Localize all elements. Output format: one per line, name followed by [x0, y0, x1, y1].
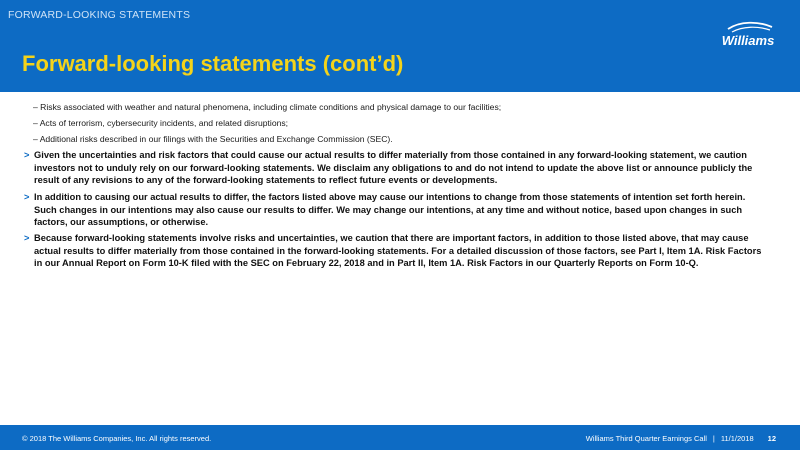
footer-separator: | [712, 434, 715, 443]
williams-logo [718, 20, 778, 52]
slide-title: Forward-looking statements (cont’d) [22, 51, 404, 76]
sub-item-terrorism-risks: – Acts of terrorism, cybersecurity incidents, and related disruptions; [33, 118, 289, 128]
bullet-uncertainties [24, 149, 764, 187]
bullet-marker: > [24, 192, 30, 202]
section-label: FORWARD-LOOKING STATEMENTS [8, 9, 191, 21]
copyright-text: © 2018 The Williams Companies, Inc. All rights reserved. [22, 434, 212, 443]
bullet-marker: > [24, 233, 30, 243]
bullet-intentions [24, 191, 764, 229]
bullet-marker: > [24, 150, 30, 160]
williams-logo-icon [718, 20, 778, 52]
sub-item-sec-filings: – Additional risks described in our filings with the Securities and Exchange Commission (SEC). [33, 134, 393, 144]
logo-wordmark: Williams [721, 33, 775, 48]
bullet-text: Given the uncertainties and risk factors that could cause our actual results to differ materially from those contained in any forward-looking statement, we caution investors not to unduly rely on our forward-looking statements. We disclaim any obligations to and do not intend to update the above list or announce publicly the result of any revisions to any of the forward-looking statements to reflect future events or developments. [34, 150, 753, 185]
bullet-text: Because forward-looking statements involve risks and uncertainties, we caution that there are important factors, in addition to those listed above, that may cause actual results to differ materially from those contained in the forward-looking statements. For a detailed discussion of those factors, see Part I, Item 1A. Risk Factors in our Annual Report on Form 10-K filed with the SEC on February 22, 2018 and in Part II, Item 1A. Risk Factors in our Quarterly Reports on Form 10-Q. [34, 233, 762, 268]
bullet-risk-factors [24, 232, 764, 270]
slide-header [0, 0, 800, 92]
event-date: 11/1/2018 [720, 434, 754, 443]
sub-item-weather-risks: – Risks associated with weather and natural phenomena, including climate conditions and physical damage to our facilities; [33, 102, 502, 112]
footer-meta [586, 434, 776, 443]
bullet-text: In addition to causing our actual results to differ, the factors listed above may cause our intentions to change from those statements of intention set forth herein. Such changes in our intentions may also cause our results to differ. We may change our intentions, at any time and without notice, based upon changes in such factors, our assumptions, or otherwise. [34, 192, 746, 227]
page-number: 12 [767, 434, 776, 443]
event-name: Williams Third Quarter Earnings Call [585, 434, 707, 443]
slide-footer [0, 425, 800, 450]
